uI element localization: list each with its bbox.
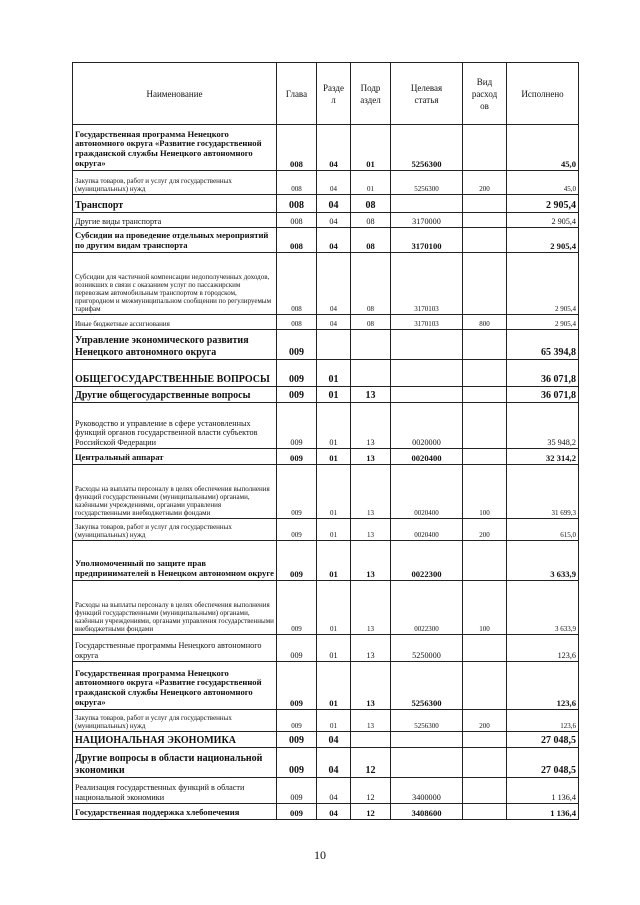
cell-podrazdel xyxy=(351,732,391,748)
cell-ispolneno: 123,6 xyxy=(507,635,579,662)
cell-vid: 100 xyxy=(463,581,507,635)
cell-razdel: 01 xyxy=(317,403,351,449)
table-row xyxy=(73,360,579,387)
cell-podrazdel: 08 xyxy=(351,253,391,315)
cell-razdel: 04 xyxy=(317,748,351,778)
cell-vid xyxy=(463,253,507,315)
cell-razdel: 04 xyxy=(317,778,351,804)
cell-glava: 009 xyxy=(277,541,317,581)
cell-vid xyxy=(463,330,507,360)
cell-podrazdel: 12 xyxy=(351,748,391,778)
table-row xyxy=(73,519,579,541)
cell-statya: 3170100 xyxy=(391,228,463,253)
cell-podrazdel: 13 xyxy=(351,403,391,449)
cell-statya: 0020400 xyxy=(391,449,463,465)
cell-glava: 009 xyxy=(277,710,317,732)
cell-ispolneno: 27 048,5 xyxy=(507,732,579,748)
table-row xyxy=(73,213,579,228)
cell-statya xyxy=(391,195,463,213)
cell-name: Центральный аппарат xyxy=(73,449,277,465)
cell-name: Управление экономического развития Ненецкого автономного округа xyxy=(73,330,277,360)
cell-podrazdel: 13 xyxy=(351,387,391,403)
cell-glava: 008 xyxy=(277,228,317,253)
cell-razdel: 04 xyxy=(317,732,351,748)
cell-glava: 009 xyxy=(277,330,317,360)
cell-name: Уполномоченный по защите прав предпринимателей в Ненецком автономном округе xyxy=(73,541,277,581)
cell-glava: 008 xyxy=(277,253,317,315)
table-row xyxy=(73,387,579,403)
cell-statya: 3170103 xyxy=(391,253,463,315)
cell-vid xyxy=(463,748,507,778)
cell-name: Государственные программы Ненецкого автономного округа xyxy=(73,635,277,662)
cell-podrazdel: 13 xyxy=(351,465,391,519)
cell-statya xyxy=(391,360,463,387)
cell-glava: 009 xyxy=(277,778,317,804)
header-razdel: Разде л xyxy=(317,63,351,125)
cell-ispolneno: 31 699,3 xyxy=(507,465,579,519)
cell-vid xyxy=(463,360,507,387)
table-row xyxy=(73,804,579,820)
table-row xyxy=(73,581,579,635)
cell-podrazdel: 08 xyxy=(351,195,391,213)
cell-name: Расходы на выплаты персоналу в целях обеспечения выполнения функций государственными (муниципальными) органами, казённыи учреждениями, органами управления государственными внебюджетными фондами xyxy=(73,581,277,635)
cell-name: Закупка товаров, работ и услуг для государственных (муниципальных) нужд xyxy=(73,710,277,732)
cell-vid xyxy=(463,635,507,662)
cell-name: Другие вопросы в области национальной экономики xyxy=(73,748,277,778)
cell-name: Расходы на выплаты персоналу в целях обеспечения выполнения функций государственными (муниципальными) органами, казёнными учреждениями, органами управления государственными внебюджетными фондами xyxy=(73,465,277,519)
cell-podrazdel: 08 xyxy=(351,213,391,228)
table-row xyxy=(73,449,579,465)
cell-razdel: 01 xyxy=(317,449,351,465)
cell-podrazdel xyxy=(351,330,391,360)
cell-ispolneno: 45,0 xyxy=(507,125,579,171)
cell-ispolneno: 1 136,4 xyxy=(507,804,579,820)
cell-ispolneno: 1 136,4 xyxy=(507,778,579,804)
cell-ispolneno: 2 905,4 xyxy=(507,213,579,228)
cell-statya xyxy=(391,732,463,748)
cell-razdel: 01 xyxy=(317,387,351,403)
cell-statya xyxy=(391,387,463,403)
header-statya: Целевая статья xyxy=(391,63,463,125)
cell-glava: 008 xyxy=(277,125,317,171)
table-row xyxy=(73,330,579,360)
cell-podrazdel: 12 xyxy=(351,778,391,804)
header-ispolneno: Исполнено xyxy=(507,63,579,125)
cell-razdel: 01 xyxy=(317,519,351,541)
cell-razdel: 04 xyxy=(317,195,351,213)
cell-glava: 009 xyxy=(277,449,317,465)
cell-vid: 800 xyxy=(463,315,507,330)
cell-statya: 5250000 xyxy=(391,635,463,662)
cell-glava: 009 xyxy=(277,519,317,541)
table-body xyxy=(73,125,579,820)
cell-vid xyxy=(463,804,507,820)
cell-name: Закупка товаров, работ и услуг для государственных (муниципальных) нужд xyxy=(73,519,277,541)
cell-razdel: 01 xyxy=(317,581,351,635)
cell-razdel: 04 xyxy=(317,213,351,228)
table-row xyxy=(73,253,579,315)
cell-razdel: 04 xyxy=(317,125,351,171)
cell-statya: 5256300 xyxy=(391,710,463,732)
cell-podrazdel: 13 xyxy=(351,635,391,662)
cell-glava: 009 xyxy=(277,465,317,519)
cell-razdel: 04 xyxy=(317,804,351,820)
cell-ispolneno: 2 905,4 xyxy=(507,195,579,213)
cell-statya: 3408600 xyxy=(391,804,463,820)
cell-vid xyxy=(463,403,507,449)
cell-podrazdel: 08 xyxy=(351,315,391,330)
header-glava: Глава xyxy=(277,63,317,125)
cell-name: Другие общегосударственные вопросы xyxy=(73,387,277,403)
cell-statya xyxy=(391,748,463,778)
cell-statya: 3400000 xyxy=(391,778,463,804)
cell-glava: 008 xyxy=(277,171,317,195)
cell-name: Субсидии для частичной компенсации недополученных доходов, возникших в связи с оказанием услуг по пассажирским перевозкам автомобильным транспортом в городском, пригородном и межмуниципальном сообщении по регулируемым тарифам xyxy=(73,253,277,315)
cell-glava: 009 xyxy=(277,403,317,449)
cell-name: Реализация государственных функций в области национальной экономики xyxy=(73,778,277,804)
cell-podrazdel xyxy=(351,360,391,387)
cell-ispolneno: 32 314,2 xyxy=(507,449,579,465)
cell-podrazdel: 01 xyxy=(351,171,391,195)
cell-name: Государственная программа Ненецкого автономного округа «Развитие государственной гражданской службы Ненецкого автономного округа» xyxy=(73,125,277,171)
cell-ispolneno: 2 905,4 xyxy=(507,228,579,253)
cell-glava: 008 xyxy=(277,213,317,228)
cell-ispolneno: 36 071,8 xyxy=(507,360,579,387)
cell-podrazdel: 13 xyxy=(351,519,391,541)
cell-razdel xyxy=(317,330,351,360)
cell-vid xyxy=(463,387,507,403)
cell-statya: 3170000 xyxy=(391,213,463,228)
cell-name: Государственная поддержка хлебопечения xyxy=(73,804,277,820)
cell-razdel: 01 xyxy=(317,360,351,387)
cell-vid xyxy=(463,213,507,228)
cell-razdel: 04 xyxy=(317,171,351,195)
table-row xyxy=(73,732,579,748)
cell-name: Субсидии на проведение отдельных мероприятий по другим видам транспорта xyxy=(73,228,277,253)
table-row xyxy=(73,125,579,171)
cell-vid xyxy=(463,195,507,213)
cell-podrazdel: 13 xyxy=(351,541,391,581)
cell-ispolneno: 3 633,9 xyxy=(507,581,579,635)
cell-statya: 5256300 xyxy=(391,662,463,710)
cell-name: НАЦИОНАЛЬНАЯ ЭКОНОМИКА xyxy=(73,732,277,748)
cell-name: Закупка товаров, работ и услуг для государственных (муниципальных) нужд xyxy=(73,171,277,195)
cell-glava: 009 xyxy=(277,662,317,710)
table-row xyxy=(73,315,579,330)
cell-statya: 0022300 xyxy=(391,581,463,635)
cell-vid: 200 xyxy=(463,519,507,541)
cell-vid: 200 xyxy=(463,171,507,195)
table-row xyxy=(73,710,579,732)
cell-ispolneno: 27 048,5 xyxy=(507,748,579,778)
cell-vid: 200 xyxy=(463,710,507,732)
table-row xyxy=(73,635,579,662)
cell-vid xyxy=(463,541,507,581)
table-row xyxy=(73,541,579,581)
budget-execution-table xyxy=(72,62,579,820)
cell-vid: 100 xyxy=(463,465,507,519)
cell-ispolneno: 65 394,8 xyxy=(507,330,579,360)
cell-statya: 0020400 xyxy=(391,465,463,519)
cell-razdel: 01 xyxy=(317,635,351,662)
cell-razdel: 04 xyxy=(317,315,351,330)
cell-glava: 009 xyxy=(277,732,317,748)
cell-ispolneno: 615,0 xyxy=(507,519,579,541)
cell-podrazdel: 13 xyxy=(351,581,391,635)
cell-glava: 008 xyxy=(277,195,317,213)
cell-statya: 5256300 xyxy=(391,125,463,171)
table-row xyxy=(73,748,579,778)
table-row xyxy=(73,228,579,253)
cell-name: Транспорт xyxy=(73,195,277,213)
cell-vid xyxy=(463,778,507,804)
cell-ispolneno: 123,6 xyxy=(507,710,579,732)
cell-podrazdel: 01 xyxy=(351,125,391,171)
cell-ispolneno: 123,6 xyxy=(507,662,579,710)
cell-statya: 0020400 xyxy=(391,519,463,541)
cell-razdel: 01 xyxy=(317,465,351,519)
table-row xyxy=(73,195,579,213)
cell-glava: 009 xyxy=(277,581,317,635)
cell-podrazdel: 13 xyxy=(351,710,391,732)
header-vid: Вид расход ов xyxy=(463,63,507,125)
cell-name: Руководство и управление в сфере установленных функций органов государственной власти субъектов Российской Федерации xyxy=(73,403,277,449)
cell-statya: 5256300 xyxy=(391,171,463,195)
header-name: Наименование xyxy=(73,63,277,125)
cell-razdel: 01 xyxy=(317,662,351,710)
table-header-row xyxy=(73,63,579,125)
table-row xyxy=(73,778,579,804)
cell-ispolneno: 36 071,8 xyxy=(507,387,579,403)
page-number: 10 xyxy=(314,848,326,862)
cell-vid xyxy=(463,732,507,748)
cell-statya: 0020000 xyxy=(391,403,463,449)
table-row xyxy=(73,403,579,449)
cell-ispolneno: 45,0 xyxy=(507,171,579,195)
cell-razdel: 01 xyxy=(317,710,351,732)
cell-vid xyxy=(463,449,507,465)
table-row xyxy=(73,171,579,195)
cell-glava: 008 xyxy=(277,315,317,330)
cell-glava: 009 xyxy=(277,387,317,403)
cell-statya: 0022300 xyxy=(391,541,463,581)
cell-glava: 009 xyxy=(277,748,317,778)
cell-vid xyxy=(463,125,507,171)
cell-name: Государственная программа Ненецкого автономного округа «Развитие государственной гражданской службы Ненецкого автономного округа» xyxy=(73,662,277,710)
cell-ispolneno: 3 633,9 xyxy=(507,541,579,581)
cell-vid xyxy=(463,662,507,710)
cell-name: Иные бюджетные ассигнования xyxy=(73,315,277,330)
cell-glava: 009 xyxy=(277,804,317,820)
cell-vid xyxy=(463,228,507,253)
cell-ispolneno: 2 905,4 xyxy=(507,253,579,315)
cell-statya xyxy=(391,330,463,360)
cell-name: ОБЩЕГОСУДАРСТВЕННЫЕ ВОПРОСЫ xyxy=(73,360,277,387)
cell-podrazdel: 13 xyxy=(351,662,391,710)
cell-podrazdel: 08 xyxy=(351,228,391,253)
cell-razdel: 01 xyxy=(317,541,351,581)
cell-glava: 009 xyxy=(277,360,317,387)
cell-statya: 3170103 xyxy=(391,315,463,330)
cell-podrazdel: 13 xyxy=(351,449,391,465)
cell-razdel: 04 xyxy=(317,228,351,253)
cell-ispolneno: 2 905,4 xyxy=(507,315,579,330)
cell-razdel: 04 xyxy=(317,253,351,315)
cell-ispolneno: 35 948,2 xyxy=(507,403,579,449)
table-row xyxy=(73,465,579,519)
header-podrazdel: Подр аздел xyxy=(351,63,391,125)
cell-podrazdel: 12 xyxy=(351,804,391,820)
cell-glava: 009 xyxy=(277,635,317,662)
cell-name: Другие виды транспорта xyxy=(73,213,277,228)
table-row xyxy=(73,662,579,710)
